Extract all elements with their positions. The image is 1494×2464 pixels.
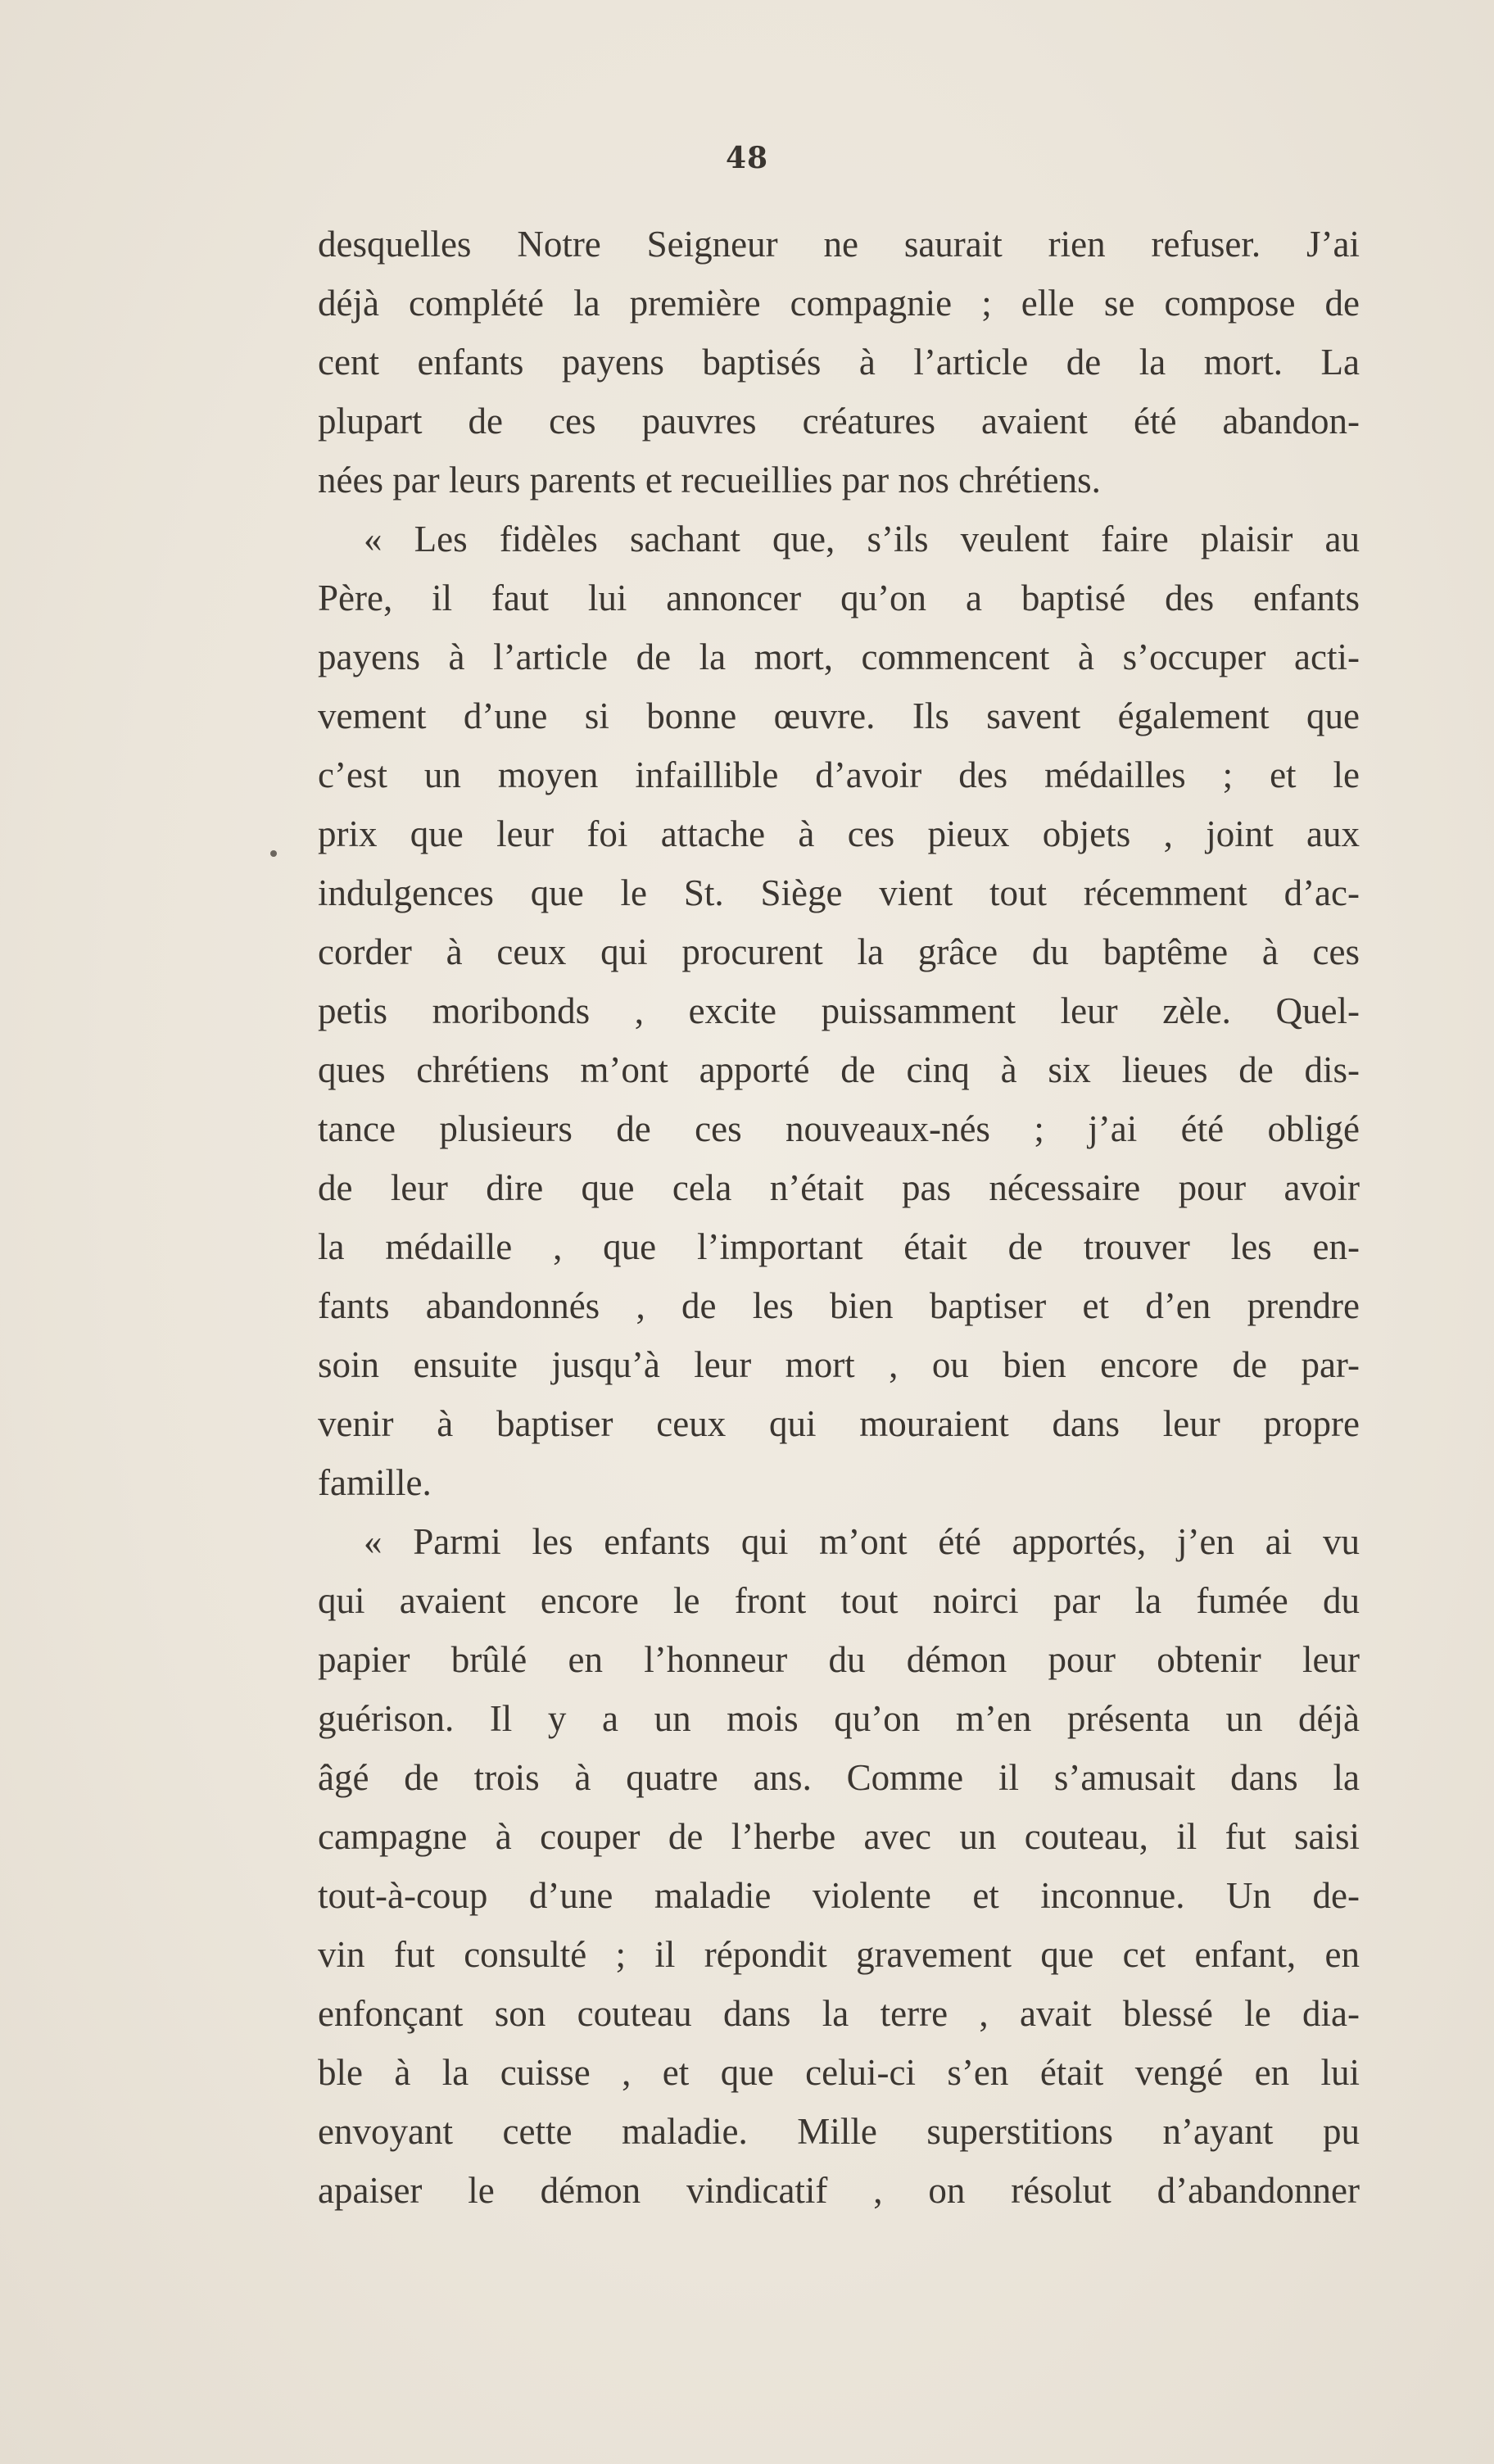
text-line: c’est un moyen infaillible d’avoir des médailles ; et le xyxy=(318,754,1360,795)
text-line: de leur dire que cela n’était pas nécessaire pour avoir xyxy=(318,1167,1360,1208)
text-line: ble à la cuisse , et que celui-ci s’en était vengé en lui xyxy=(318,2052,1360,2093)
text-line: papier brûlé en l’honneur du démon pour obtenir leur xyxy=(318,1639,1360,1680)
text-line: envoyant cette maladie. Mille superstitions n’ayant pu xyxy=(318,2111,1360,2152)
text-line: déjà complété la première compagnie ; elle se compose de xyxy=(318,283,1360,324)
text-line: campagne à couper de l’herbe avec un couteau, il fut saisi xyxy=(318,1816,1360,1857)
text-line: Père, il faut lui annoncer qu’on a baptisé des enfants xyxy=(318,578,1360,618)
text-line: âgé de trois à quatre ans. Comme il s’amusait dans la xyxy=(318,1757,1360,1798)
text-line: fants abandonnés , de les bien baptiser et d’en prendre xyxy=(318,1285,1360,1326)
text-line: desquelles Notre Seigneur ne saurait rien refuser. J’ai xyxy=(318,224,1360,265)
margin-mark xyxy=(270,850,277,857)
text-line: prix que leur foi attache à ces pieux objets , joint aux xyxy=(318,813,1360,854)
text-line: ques chrétiens m’ont apporté de cinq à six lieues de dis- xyxy=(318,1049,1360,1090)
text-line: la médaille , que l’important était de trouver les en- xyxy=(318,1226,1360,1267)
body-text xyxy=(318,215,1360,2220)
text-line: petis moribonds , excite puissamment leur zèle. Quel- xyxy=(318,990,1360,1031)
text-line: apaiser le démon vindicatif , on résolut d’abandonner xyxy=(318,2170,1360,2211)
text-line: corder à ceux qui procurent la grâce du baptême à ces xyxy=(318,931,1360,972)
text-line: plupart de ces pauvres créatures avaient été abandon- xyxy=(318,401,1360,442)
text-line: tout-à-coup d’une maladie violente et inconnue. Un de- xyxy=(318,1875,1360,1916)
text-line: « Parmi les enfants qui m’ont été apportés, j’en ai vu xyxy=(364,1521,1360,1562)
text-line: « Les fidèles sachant que, s’ils veulent faire plaisir au xyxy=(364,519,1360,559)
text-line: indulgences que le St. Siège vient tout récemment d’ac- xyxy=(318,872,1360,913)
text-line: cent enfants payens baptisés à l’article de la mort. La xyxy=(318,342,1360,383)
text-line: nées par leurs parents et recueillies par nos chrétiens. xyxy=(318,460,1101,500)
text-line: payens à l’article de la mort, commencent à s’occuper acti- xyxy=(318,636,1360,677)
text-line: vin fut consulté ; il répondit gravement que cet enfant, en xyxy=(318,1934,1360,1975)
text-line: venir à baptiser ceux qui mouraient dans leur propre xyxy=(318,1403,1360,1444)
text-line: famille. xyxy=(318,1462,432,1503)
text-line: qui avaient encore le front tout noirci par la fumée du xyxy=(318,1580,1360,1621)
page-number: 48 xyxy=(725,141,769,175)
text-line: enfonçant son couteau dans la terre , avait blessé le dia- xyxy=(318,1993,1360,2034)
text-line: guérison. Il y a un mois qu’on m’en présenta un déjà xyxy=(318,1698,1360,1739)
text-line: tance plusieurs de ces nouveaux-nés ; j’ai été obligé xyxy=(318,1108,1360,1149)
text-line: vement d’une si bonne œuvre. Ils savent également que xyxy=(318,695,1360,736)
text-line: soin ensuite jusqu’à leur mort , ou bien encore de par- xyxy=(318,1344,1360,1385)
